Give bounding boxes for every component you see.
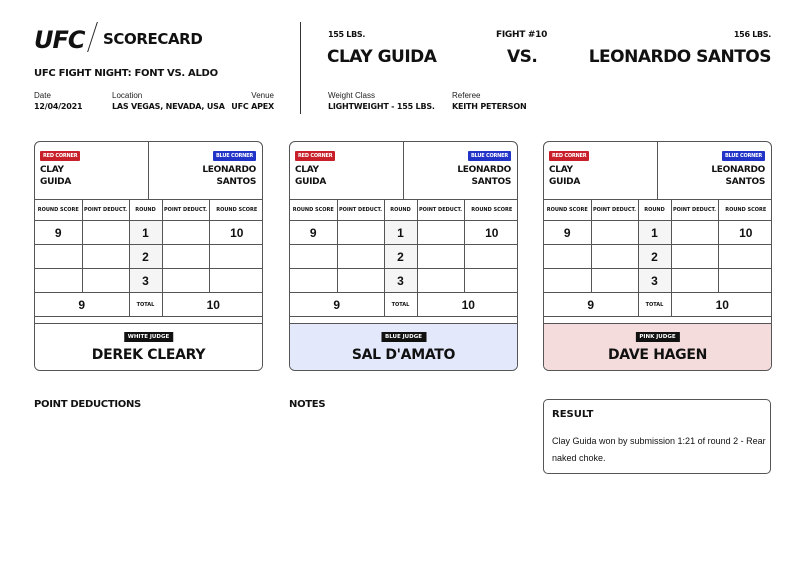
- round-number: 2: [129, 245, 162, 269]
- red-total: 9: [290, 293, 384, 317]
- scorecard-title: SCORECARD: [103, 30, 203, 48]
- blue-point-deduction: [671, 221, 718, 245]
- round-row: [35, 221, 263, 245]
- weight-class-label: Weight Class: [328, 91, 375, 100]
- blue-point-deduction: [671, 269, 718, 293]
- location-value: LAS VEGAS, NEVADA, USA: [112, 102, 225, 111]
- blue-round-score: [718, 269, 772, 293]
- blue-point-deduction: [162, 221, 209, 245]
- red-last-name: GUIDA: [295, 177, 326, 187]
- red-point-deduction: [82, 245, 129, 269]
- date-value: 12/04/2021: [34, 102, 83, 111]
- round-number: 2: [384, 245, 417, 269]
- red-fighter-card-name: [549, 164, 580, 188]
- judge-scorecard-2: [289, 141, 518, 371]
- blue-round-score-header: ROUND SCORE: [464, 200, 518, 221]
- fight-number: FIGHT #10: [496, 30, 548, 40]
- red-point-deduction: [337, 245, 384, 269]
- ufc-logo: UFC: [34, 26, 85, 54]
- score-table-header: [544, 200, 772, 221]
- round-number: 1: [384, 221, 417, 245]
- red-point-deduct-header: POINT DEDUCT.: [337, 200, 384, 221]
- round-number: 2: [638, 245, 671, 269]
- round-row: [290, 221, 518, 245]
- red-point-deduction: [591, 245, 638, 269]
- total-label: TOTAL: [638, 293, 671, 317]
- notes-heading: NOTES: [289, 399, 326, 410]
- score-table: [544, 199, 772, 317]
- header-divider: [300, 22, 301, 114]
- card-header: [290, 142, 517, 200]
- blue-fighter-name: LEONARDO SANTOS: [588, 47, 771, 67]
- red-total: 9: [35, 293, 129, 317]
- blue-point-deduction: [417, 221, 464, 245]
- blue-fighter-card-name: [457, 164, 511, 188]
- point-deductions-heading: POINT DEDUCTIONS: [34, 399, 141, 410]
- red-first-name: CLAY: [549, 165, 573, 175]
- red-round-score: [35, 245, 82, 269]
- round-number: 3: [384, 269, 417, 293]
- red-round-score: [35, 269, 82, 293]
- red-point-deduction: [82, 221, 129, 245]
- round-number: 3: [638, 269, 671, 293]
- score-table-header: [35, 200, 263, 221]
- round-header: ROUND: [384, 200, 417, 221]
- red-point-deduction: [591, 269, 638, 293]
- judge-badge: PINK JUDGE: [635, 332, 679, 342]
- blue-last-name: SANTOS: [216, 177, 256, 187]
- red-round-score-header: ROUND SCORE: [35, 200, 82, 221]
- card-header-divider: [148, 142, 149, 199]
- blue-round-score-header: ROUND SCORE: [718, 200, 772, 221]
- red-last-name: GUIDA: [40, 177, 71, 187]
- judge-name: DEREK CLEARY: [91, 347, 206, 363]
- blue-fighter-card-name: [711, 164, 765, 188]
- blue-total: 10: [671, 293, 772, 317]
- card-header: [544, 142, 771, 200]
- judge-box: [35, 323, 262, 371]
- red-fighter-name: CLAY GUIDA: [327, 47, 437, 67]
- round-number: 3: [129, 269, 162, 293]
- blue-total: 10: [162, 293, 263, 317]
- blue-point-deduction: [417, 245, 464, 269]
- round-number: 1: [638, 221, 671, 245]
- judge-box: [544, 323, 771, 371]
- blue-point-deduct-header: POINT DEDUCT.: [671, 200, 718, 221]
- round-row: [544, 269, 772, 293]
- blue-point-deduct-header: POINT DEDUCT.: [417, 200, 464, 221]
- round-row: [544, 221, 772, 245]
- blue-round-score: [209, 245, 263, 269]
- blue-last-name: SANTOS: [471, 177, 511, 187]
- red-round-score-header: ROUND SCORE: [290, 200, 337, 221]
- blue-point-deduction: [162, 269, 209, 293]
- round-number: 1: [129, 221, 162, 245]
- judge-badge: BLUE JUDGE: [381, 332, 426, 342]
- blue-round-score: [209, 269, 263, 293]
- blue-round-score: 10: [718, 221, 772, 245]
- red-fighter-card-name: [295, 164, 326, 188]
- total-label: TOTAL: [384, 293, 417, 317]
- total-label: TOTAL: [129, 293, 162, 317]
- red-round-score-header: ROUND SCORE: [544, 200, 591, 221]
- blue-round-score-header: ROUND SCORE: [209, 200, 263, 221]
- card-header-divider: [403, 142, 404, 199]
- red-corner-badge: RED CORNER: [549, 151, 589, 161]
- venue-value: UFC APEX: [231, 102, 274, 111]
- card-header-divider: [657, 142, 658, 199]
- round-row: [290, 269, 518, 293]
- red-point-deduct-header: POINT DEDUCT.: [591, 200, 638, 221]
- red-round-score: [544, 269, 591, 293]
- red-weight: 155 LBS.: [328, 30, 366, 39]
- red-round-score: [544, 245, 591, 269]
- blue-first-name: LEONARDO: [457, 165, 511, 175]
- score-table: [35, 199, 263, 317]
- total-row: [544, 293, 772, 317]
- vs-label: VS.: [507, 47, 538, 67]
- blue-fighter-card-name: [202, 164, 256, 188]
- red-round-score: 9: [35, 221, 82, 245]
- result-text: Clay Guida won by submission 1:21 of round 2 - Rear naked choke.: [552, 436, 766, 463]
- score-table-header: [290, 200, 518, 221]
- red-first-name: CLAY: [295, 165, 319, 175]
- red-corner-badge: RED CORNER: [40, 151, 80, 161]
- red-fighter-card-name: [40, 164, 71, 188]
- round-row: [290, 245, 518, 269]
- judge-scorecard-3: [543, 141, 772, 371]
- red-corner-badge: RED CORNER: [295, 151, 335, 161]
- red-total: 9: [544, 293, 638, 317]
- judge-name: SAL D'AMATO: [351, 347, 456, 363]
- blue-round-score: [464, 269, 518, 293]
- round-row: [35, 245, 263, 269]
- red-point-deduction: [591, 221, 638, 245]
- red-round-score: 9: [290, 221, 337, 245]
- red-round-score: 9: [544, 221, 591, 245]
- blue-round-score: 10: [209, 221, 263, 245]
- judge-badge: WHITE JUDGE: [124, 332, 174, 342]
- score-table: [290, 199, 518, 317]
- blue-round-score: 10: [464, 221, 518, 245]
- venue-label: Venue: [251, 91, 274, 100]
- blue-round-score: [464, 245, 518, 269]
- red-round-score: [290, 269, 337, 293]
- blue-first-name: LEONARDO: [711, 165, 765, 175]
- round-header: ROUND: [129, 200, 162, 221]
- blue-round-score: [718, 245, 772, 269]
- logo-divider: [87, 22, 98, 52]
- round-row: [544, 245, 772, 269]
- judge-scorecard-1: [34, 141, 263, 371]
- weight-class-value: LIGHTWEIGHT - 155 LBS.: [328, 102, 435, 111]
- red-point-deduction: [337, 221, 384, 245]
- red-point-deduction: [82, 269, 129, 293]
- blue-total: 10: [417, 293, 518, 317]
- judge-name: DAVE HAGEN: [607, 347, 708, 363]
- blue-first-name: LEONARDO: [202, 165, 256, 175]
- result-box: [543, 399, 771, 474]
- round-row: [35, 269, 263, 293]
- blue-point-deduct-header: POINT DEDUCT.: [162, 200, 209, 221]
- blue-point-deduction: [417, 269, 464, 293]
- round-header: ROUND: [638, 200, 671, 221]
- blue-point-deduction: [671, 245, 718, 269]
- blue-corner-badge: BLUE CORNER: [468, 151, 511, 161]
- total-row: [290, 293, 518, 317]
- blue-last-name: SANTOS: [725, 177, 765, 187]
- total-row: [35, 293, 263, 317]
- date-label: Date: [34, 91, 51, 100]
- referee-value: KEITH PETERSON: [452, 102, 527, 111]
- event-name: UFC FIGHT NIGHT: FONT VS. ALDO: [34, 68, 218, 79]
- judge-box: [290, 323, 517, 371]
- red-round-score: [290, 245, 337, 269]
- card-header: [35, 142, 262, 200]
- blue-corner-badge: BLUE CORNER: [213, 151, 256, 161]
- blue-corner-badge: BLUE CORNER: [722, 151, 765, 161]
- red-first-name: CLAY: [40, 165, 64, 175]
- blue-point-deduction: [162, 245, 209, 269]
- red-point-deduction: [337, 269, 384, 293]
- blue-weight: 156 LBS.: [733, 30, 771, 39]
- result-title: RESULT: [552, 409, 594, 420]
- location-label: Location: [112, 91, 143, 100]
- red-point-deduct-header: POINT DEDUCT.: [82, 200, 129, 221]
- red-last-name: GUIDA: [549, 177, 580, 187]
- referee-label: Referee: [452, 91, 481, 100]
